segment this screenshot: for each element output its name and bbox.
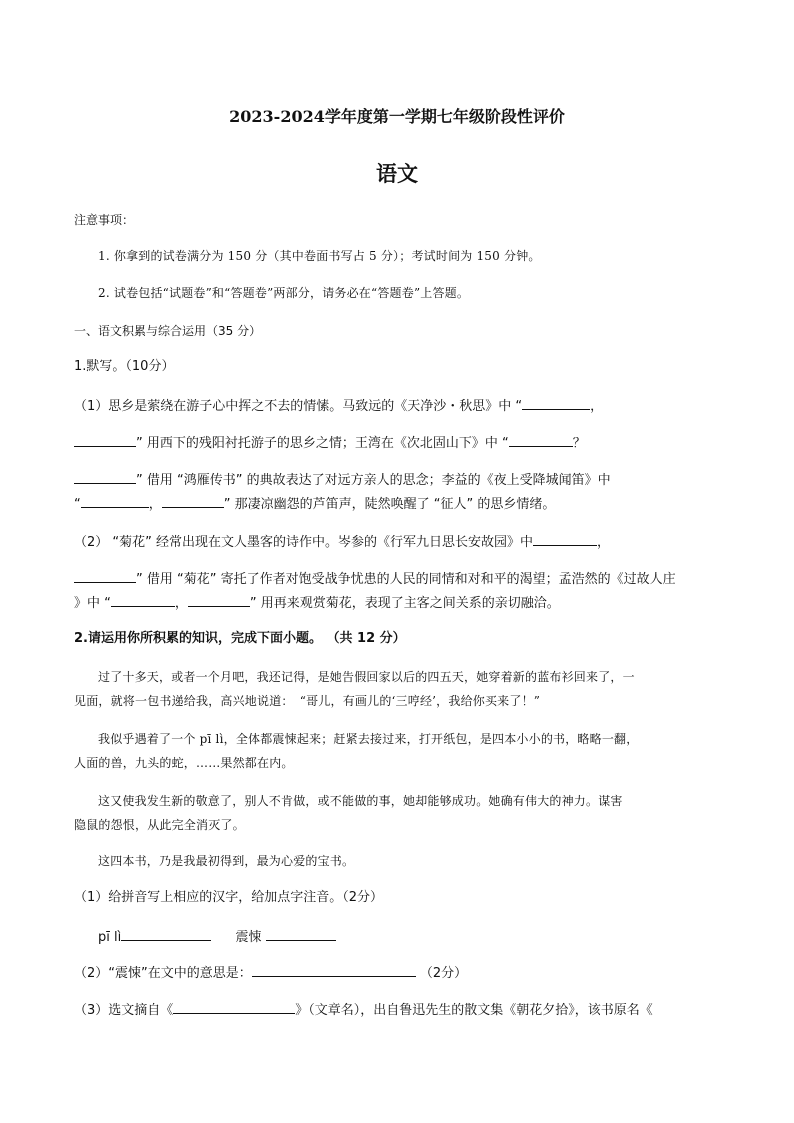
notice-heading: 注意事项：	[74, 213, 135, 227]
question-1-heading: 1.默写。（10分）	[74, 359, 175, 374]
question-2-2	[74, 963, 467, 983]
exam-title: 2023-2024学年度第一学期七年级阶段性评价	[229, 107, 565, 126]
answer-blank[interactable]	[252, 963, 416, 977]
word-prompt: 震悚	[235, 930, 262, 945]
question-2-1-answers	[98, 927, 336, 947]
passage-para-3-line-2: 隐鼠的怨恨，从此完全消灭了。	[74, 818, 245, 832]
answer-blank[interactable]	[162, 494, 224, 508]
answer-blank[interactable]	[188, 593, 250, 607]
passage-para-2-line-2: 人面的兽，九头的蛇，……果然都在内。	[74, 756, 294, 770]
text: ” 借用 “鸿雁传书” 的典故表达了对远方亲人的思念；李益的《夜上受降城闻笛》中	[136, 473, 611, 488]
question-1-1-line-4	[74, 494, 555, 514]
text: ？	[572, 436, 586, 451]
subject-title: 语文	[376, 162, 418, 186]
question-1-1-line-3	[74, 470, 611, 490]
question-2-3	[74, 1000, 653, 1020]
question-2-1: （1）给拼音写上相应的汉字，给加点字注音。（2分）	[74, 890, 384, 905]
passage-para-4: 这四本书，乃是我最初得到，最为心爱的宝书。	[98, 854, 355, 868]
question-2-heading: 2.请运用你所积累的知识，完成下面小题。 （共 12 分）	[74, 631, 406, 646]
text: 》（文章名），出自鲁迅先生的散文集《朝花夕拾》，该书原名《	[295, 1003, 653, 1018]
answer-blank[interactable]	[533, 532, 597, 546]
question-1-2-line-1	[74, 532, 610, 552]
question-1-1-line-2	[74, 433, 586, 453]
notice-item-1: 1. 你拿到的试卷满分为 150 分（其中卷面书写占 5 分）；考试时间为 150 分钟。	[98, 249, 541, 263]
text: ” 那凄凉幽怨的芦笛声，陡然唤醒了 “征人” 的思乡情绪。	[223, 497, 556, 512]
passage-para-1-line-2: 见面，就将一包书递给我，高兴地说道： “哥儿，有画儿的‘三哼经’，我给你买来了！”	[74, 694, 541, 708]
text: （1）思乡是萦绕在游子心中挥之不去的情愫。马致远的《天净沙・秋思》中 “	[74, 399, 523, 414]
answer-blank[interactable]	[74, 470, 136, 484]
text: ” 借用 “菊花” 寄托了作者对饱受战争忧患的人民的同情和对和平的渴望；孟浩然的《过故人庄	[136, 572, 676, 587]
question-1-2-line-2	[74, 569, 676, 589]
text: ，	[597, 535, 611, 550]
notice-item-2: 2. 试卷包括“试题卷”和“答题卷”两部分，请务必在“答题卷”上答题。	[98, 286, 470, 300]
answer-blank[interactable]	[81, 494, 149, 508]
question-1-2-line-3	[74, 593, 560, 613]
section-1-heading: 一、语文积累与综合运用（35 分）	[74, 324, 262, 338]
answer-blank[interactable]	[522, 396, 590, 410]
text: （2） “菊花” 经常出现在文人墨客的诗作中。岑参的《行军九日思长安故园》中	[74, 535, 534, 550]
text: “	[74, 497, 81, 512]
answer-blank[interactable]	[121, 927, 211, 941]
passage-para-1-line-1: 过了十多天，或者一个月吧，我还记得，是她告假回家以后的四五天，她穿着新的蓝布衫回来了，一	[98, 670, 635, 684]
answer-blank[interactable]	[74, 569, 136, 583]
pinyin-prompt: pī lì	[98, 930, 122, 945]
passage-para-2-line-1: 我似乎遇着了一个 pī lì，全体都震悚起来；赶紧去接过来，打开纸包，是四本小小的书，略略一翻，	[98, 732, 639, 746]
text: （2）“震悚”在文中的意思是：	[74, 966, 252, 981]
answer-blank[interactable]	[74, 433, 136, 447]
text: ” 用西下的残阳衬托游子的思乡之情；王湾在《次北固山下》中 “	[136, 436, 509, 451]
text: 》中 “	[74, 596, 111, 611]
text: （3）选文摘自《	[74, 1003, 174, 1018]
answer-blank[interactable]	[509, 433, 573, 447]
text: ” 用再来观赏菊花，表现了主客之间关系的亲切融洽。	[249, 596, 560, 611]
question-1-1-line-1	[74, 396, 603, 416]
answer-blank[interactable]	[111, 593, 175, 607]
answer-blank[interactable]	[266, 927, 336, 941]
passage-para-3-line-1: 这又使我发生新的敬意了，别人不肯做，或不能做的事，她却能够成功。她确有伟大的神力。谋害	[98, 794, 623, 808]
text: ，	[590, 399, 604, 414]
text: ，	[148, 497, 162, 512]
text: ，	[174, 596, 188, 611]
answer-blank[interactable]	[173, 1000, 295, 1014]
text: （2分）	[419, 966, 468, 981]
